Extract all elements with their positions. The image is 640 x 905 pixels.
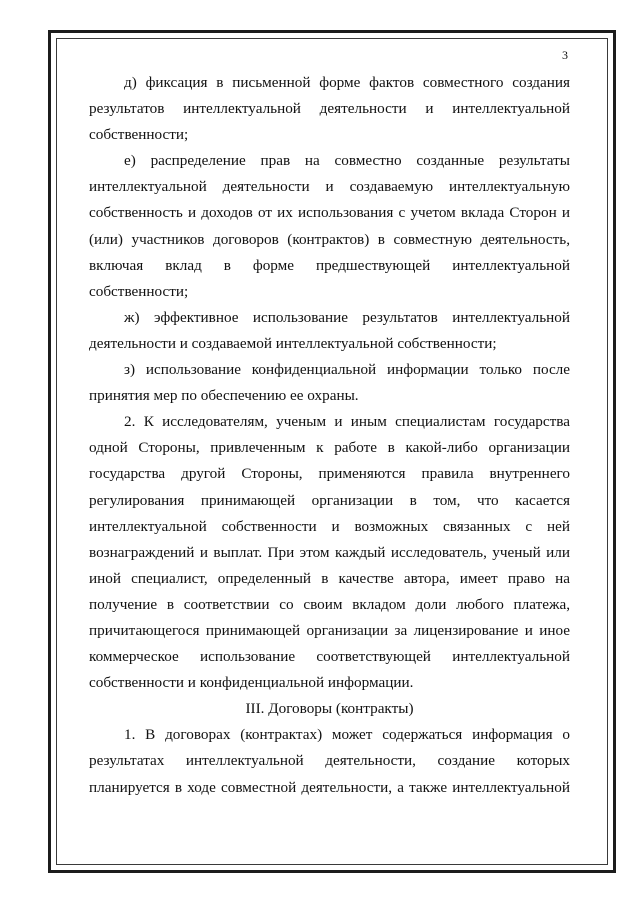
paragraph-zh: ж) эффективное использование результатов интеллектуальной деятельности и создаваемой интеллектуальной собственности;	[89, 308, 570, 352]
paragraph-d: д) фиксация в письменной форме фактов совместного создания результатов интеллектуальной деятельности и интеллектуальной собственности;	[89, 74, 570, 144]
paragraph-e: е) распределение прав на совместно созданные результаты интеллектуальной деятельности и создаваемую интеллектуальную собственность и доходов от их использования с учетом вклада Сторон и (или) участников договоров (контрактов) в совместную деятельность, включая вклад в форме предшествующей интеллектуальной собственности;	[89, 152, 570, 300]
section-heading: III. Договоры (контракты)	[245, 700, 414, 718]
document-body	[89, 70, 570, 801]
page-number: 3	[562, 48, 568, 62]
section-paragraph-1: 1. В договорах (контрактах) может содержаться информация о результатах интеллектуальной деятельности, создание которых планируется в ходе совместной деятельности, а также интеллектуальной	[89, 726, 570, 796]
paragraph-z: з) использование конфиденциальной информации только после принятия мер по обеспечению ее охраны.	[89, 361, 570, 405]
paragraph-2: 2. К исследователям, ученым и иным специалистам государства одной Стороны, привлеченным к работе в какой-либо организации государства другой Стороны, применяются правила внутреннего регулирования принимающей организации в том, что касается интеллектуальной собственности и возможных связанных с ней вознаграждений и выплат. При этом каждый исследователь, ученый или иной специалист, определенный в качестве автора, имеет право на получение в соответствии со своим вкладом доли любого платежа, причитающегося принимающей организации за лицензирование и иное коммерческое использование соответствующей интеллектуальной собственности и конфиденциальной информации.	[89, 413, 570, 692]
